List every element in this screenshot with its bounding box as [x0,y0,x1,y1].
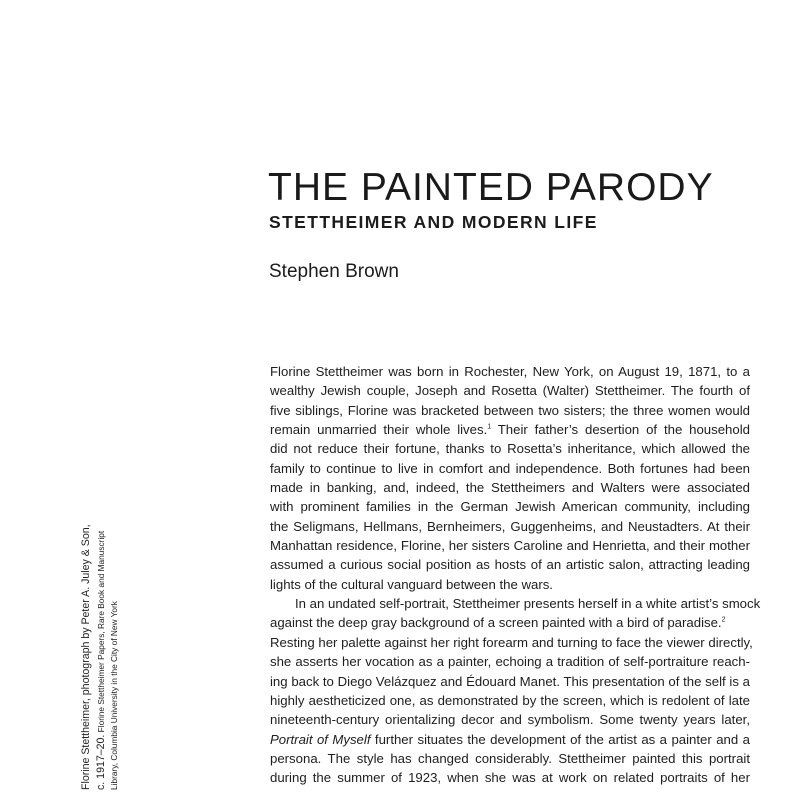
paragraph-1 [270,362,750,594]
text-line: she asserts her vocation as a painter, echoing a tradition of self-portraiture reach- [270,654,750,670]
artwork-title: Portrait of Myself [270,731,371,747]
photo-caption [79,490,121,790]
author-name: Stephen Brown [269,261,399,282]
text-line: Florine Stettheimer was born in Rochester, New York, on August 19, 1871, to a [270,364,750,379]
chapter-title: THE PAINTED PARODY [268,166,714,209]
footnote-marker[interactable]: 2 [721,617,726,625]
text-segment: Their father’s desertion of the household [491,422,750,438]
text-line: the Seligmans, Hellmans, Bernheimers, Guggenheims, and Neustadters. At their [270,518,750,534]
footnote-marker[interactable]: 1 [487,423,492,431]
text-line: did not reduce their fortune, thanks to Rosetta’s inheritance, which allowed the [270,441,750,457]
text-line: wealthy Jewish couple, Joseph and Rosetta (Walter) Stettheimer. The fourth of [270,383,750,399]
text-line: assumed a curious social position as hosts of an artistic salon, attracting leading [270,557,750,573]
caption-line [93,490,107,790]
paragraph-2 [270,594,761,787]
chapter-subtitle: STETTHEIMER AND MODERN LIFE [269,212,598,232]
text-line: In an undated self-portrait, Stettheimer presents herself in a white artist’s smock [295,596,761,612]
text-line: Manhattan residence, Florine, her sisters Caroline and Henrietta, and their mother [270,538,750,554]
text-line: nineteenth-century orientalizing decor and symbolism. Some twenty years later, [270,712,750,728]
text-line: during the summer of 1923, when she was at work on related portraits of her [270,770,750,786]
caption-date: c. 1917–20. [95,734,107,790]
text-line [270,420,750,439]
text-line: with prominent families in the German Jewish American community, including [270,499,750,515]
text-segment: further situates the development of the artist as a painter and a [370,731,750,747]
text-line: lights of the cultural vanguard between the wars. [270,576,553,592]
text-line: five siblings, Florine was bracketed between two sisters; the three women would [270,402,750,418]
caption-line: Florine Stettheimer, photograph by Peter A. Juley & Son, [80,524,92,790]
caption-credit: Florine Stettheimer Papers, Rare Book and Manuscript [96,530,106,735]
text-line [270,613,750,632]
caption-line: Library, Columbia University in the City of New York [109,601,119,790]
text-line: highly aestheticized one, as demonstrated by the screen, which is redolent of late [270,692,750,708]
text-line: made in banking, and, indeed, the Stettheimers and Walters were associated [270,480,750,496]
body-text [270,362,761,788]
text-segment: against the deep gray background of a screen painted with a bird of paradise. [270,615,722,631]
text-segment: remain unmarried their whole lives. [270,422,488,438]
text-line [270,730,750,749]
text-line: Resting her palette against her right forearm and turning to face the viewer directly, [270,634,753,650]
text-line: ing back to Diego Velázquez and Édouard Manet. This presentation of the self is a [270,673,750,689]
text-line: persona. The style has changed considerably. Stettheimer painted this portrait [270,750,750,766]
text-line: family to continue to live in comfort and independence. Both fortunes had been [270,460,750,476]
